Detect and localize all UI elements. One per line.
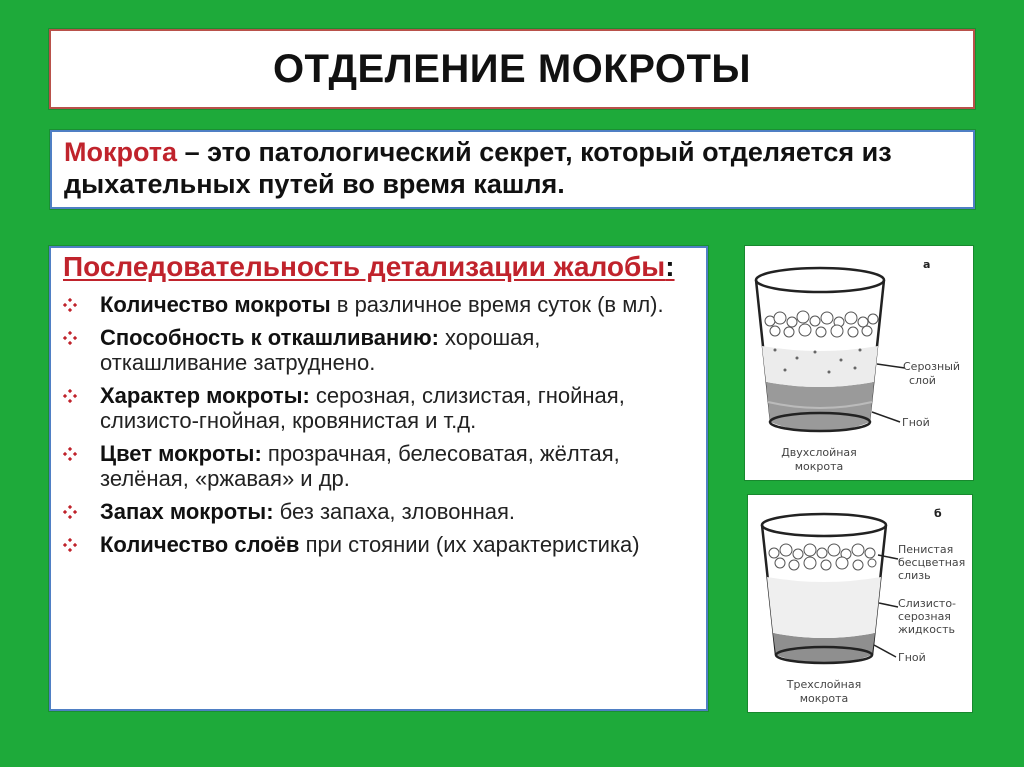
item-label: Запах мокроты: [100, 499, 274, 524]
label-foam-3: слизь [898, 569, 931, 582]
figure-letter: а [923, 258, 931, 271]
item-label: Цвет мокроты: [100, 441, 262, 466]
definition-text [64, 136, 961, 200]
item-text: хорошая, откашливание затруднено. [100, 325, 541, 375]
caption-line-1: Трехслойная [786, 678, 862, 691]
item-label: Характер мокроты: [100, 383, 310, 408]
sequence-heading-colon: : [665, 251, 675, 282]
figure-three-layer [748, 495, 972, 712]
item-label: Количество мокроты [100, 292, 331, 317]
list-item [63, 499, 692, 524]
label-serous-layer: Серозный [903, 360, 961, 373]
label-mucus-1: Слизисто- [898, 597, 957, 610]
list-item [63, 292, 692, 317]
item-label: Количество слоёв [100, 532, 300, 557]
sequence-heading-text: Последовательность детализации жалобы [63, 251, 666, 282]
diamond-bullet-icon [63, 538, 77, 552]
label-mucus-2: серозная [898, 610, 951, 623]
figure-two-layer [745, 246, 973, 480]
sequence-list [63, 292, 692, 557]
caption-line-1: Двухслойная [781, 446, 857, 459]
sequence-heading [63, 252, 692, 282]
label-serous-layer-2: слой [909, 374, 936, 387]
item-label: Способность к откашливанию: [100, 325, 439, 350]
diamond-bullet-icon [63, 331, 77, 345]
diamond-bullet-icon [63, 447, 77, 461]
caption-line-2: мокрота [799, 692, 849, 705]
label-mucus-3: жидкость [898, 623, 955, 636]
definition-term: Мокрота [64, 137, 178, 167]
two-layer-glass-illustration [745, 246, 973, 480]
three-layer-glass-illustration [748, 495, 972, 712]
item-text: без запаха, зловонная. [273, 499, 516, 524]
item-text: при стоянии (их характеристика) [299, 532, 640, 557]
figure-letter: б [934, 507, 942, 520]
title-box [49, 29, 975, 109]
label-foam-2: бесцветная [898, 556, 966, 569]
page-title: ОТДЕЛЕНИЕ МОКРОТЫ [272, 46, 752, 91]
diamond-bullet-icon [63, 298, 77, 312]
label-foam-1: Пенистая [898, 543, 954, 556]
list-item [63, 532, 692, 557]
diamond-bullet-icon [63, 505, 77, 519]
item-text: серозная, слизистая, гнойная, слизисто-гнойная, кровянистая и т.д. [100, 383, 625, 433]
diamond-bullet-icon [63, 389, 77, 403]
label-pus: Гной [898, 651, 926, 664]
list-item [63, 441, 692, 491]
list-item [63, 325, 692, 375]
sequence-box [49, 246, 708, 711]
definition-body: – это патологический секрет, который отделяется из дыхательных путей во время кашля. [64, 137, 892, 199]
definition-box [50, 130, 975, 209]
caption-line-2: мокрота [794, 460, 844, 473]
list-item [63, 383, 692, 433]
item-text: в различное время суток (в мл). [330, 292, 664, 317]
label-pus: Гной [902, 416, 930, 429]
item-text: прозрачная, белесоватая, жёлтая, зелёная, «ржавая» и др. [100, 441, 620, 491]
